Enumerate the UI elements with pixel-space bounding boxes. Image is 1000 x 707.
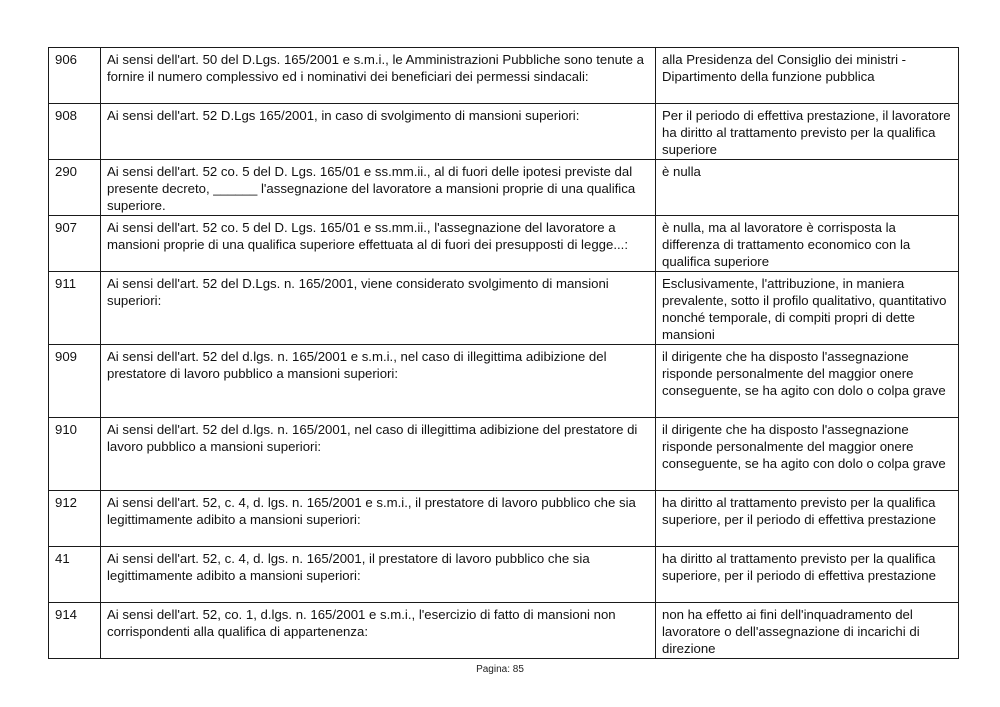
question-id: 911 [49,272,101,345]
question-id: 290 [49,160,101,216]
question-text: Ai sensi dell'art. 52, c. 4, d. lgs. n. 165/2001 e s.m.i., il prestatore di lavoro pubblico che sia legittimamente adibito a mansioni superiori: [101,491,656,547]
question-id: 912 [49,491,101,547]
question-id: 909 [49,345,101,418]
questions-table [48,47,959,659]
questions-table-body [49,48,959,659]
answer-text: alla Presidenza del Consiglio dei ministri - Dipartimento della funzione pubblica [656,48,959,104]
answer-text: è nulla [656,160,959,216]
answer-text: ha diritto al trattamento previsto per la qualifica superiore, per il periodo di effettiva prestazione [656,491,959,547]
question-id: 907 [49,216,101,272]
page-number: Pagina: 85 [476,664,524,675]
question-text: Ai sensi dell'art. 52 del d.lgs. n. 165/2001, nel caso di illegittima adibizione del prestatore di lavoro pubblico a mansioni superiori: [101,418,656,491]
question-text: Ai sensi dell'art. 52, c. 4, d. lgs. n. 165/2001, il prestatore di lavoro pubblico che sia legittimamente adibito a mansioni superiori: [101,547,656,603]
answer-text: Per il periodo di effettiva prestazione, il lavoratore ha diritto al trattamento previsto per la qualifica superiore [656,104,959,160]
answer-text: non ha effetto ai fini dell'inquadramento del lavoratore o dell'assegnazione di incarichi di direzione [656,603,959,659]
table-row [49,418,959,491]
question-text: Ai sensi dell'art. 52 D.Lgs 165/2001, in caso di svolgimento di mansioni superiori: [101,104,656,160]
table-row [49,547,959,603]
table-row [49,160,959,216]
question-id: 910 [49,418,101,491]
answer-text: è nulla, ma al lavoratore è corrisposta la differenza di trattamento economico con la qualifica superiore [656,216,959,272]
question-text: Ai sensi dell'art. 52 co. 5 del D. Lgs. 165/01 e ss.mm.ii., al di fuori delle ipotesi previste dal presente decreto, ______ l'assegnazione del lavoratore a mansioni proprie di una qualifica superiore. [101,160,656,216]
table-row [49,345,959,418]
question-id: 41 [49,547,101,603]
question-id: 908 [49,104,101,160]
table-row [49,491,959,547]
question-text: Ai sensi dell'art. 52 del d.lgs. n. 165/2001 e s.m.i., nel caso di illegittima adibizione del prestatore di lavoro pubblico a mansioni superiori: [101,345,656,418]
table-row [49,216,959,272]
question-id: 914 [49,603,101,659]
question-text: Ai sensi dell'art. 52, co. 1, d.lgs. n. 165/2001 e s.m.i., l'esercizio di fatto di mansioni non corrispondenti alla qualifica di appartenenza: [101,603,656,659]
table-row [49,48,959,104]
table-row [49,603,959,659]
question-text: Ai sensi dell'art. 50 del D.Lgs. 165/2001 e s.m.i., le Amministrazioni Pubbliche sono tenute a fornire il numero complessivo ed i nominativi dei beneficiari dei permessi sindacali: [101,48,656,104]
question-text: Ai sensi dell'art. 52 co. 5 del D. Lgs. 165/01 e ss.mm.ii., l'assegnazione del lavoratore a mansioni proprie di una qualifica superiore effettuata al di fuori dei presupposti di legge...: [101,216,656,272]
answer-text: ha diritto al trattamento previsto per la qualifica superiore, per il periodo di effettiva prestazione [656,547,959,603]
answer-text: il dirigente che ha disposto l'assegnazione risponde personalmente del maggior onere conseguente, se ha agito con dolo o colpa grave [656,418,959,491]
question-text: Ai sensi dell'art. 52 del D.Lgs. n. 165/2001, viene considerato svolgimento di mansioni superiori: [101,272,656,345]
answer-text: Esclusivamente, l'attribuzione, in maniera prevalente, sotto il profilo qualitativo, quantitativo nonché temporale, di compiti propri di dette mansioni [656,272,959,345]
answer-text: il dirigente che ha disposto l'assegnazione risponde personalmente del maggior onere conseguente, se ha agito con dolo o colpa grave [656,345,959,418]
table-row [49,272,959,345]
question-id: 906 [49,48,101,104]
table-row [49,104,959,160]
